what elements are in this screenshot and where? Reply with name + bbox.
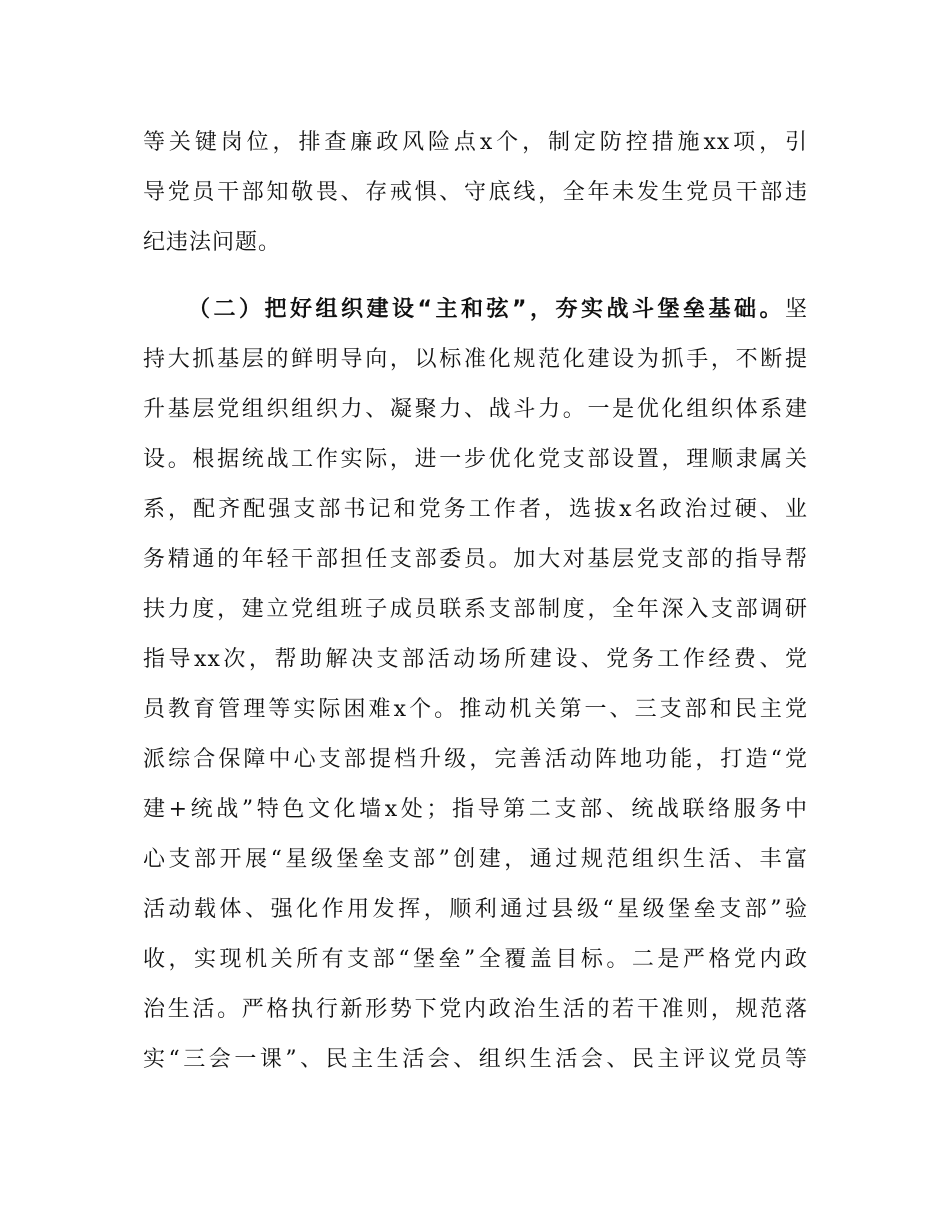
text-line: 活动载体、强化作用发挥，顺利通过县级“星级堡垒支部”验 <box>143 897 808 922</box>
text-line: 设。根据统战工作实际，进一步优化党支部设置，理顺隶属关 <box>143 447 808 472</box>
text-line: 指导xx次，帮助解决支部活动场所建设、党务工作经费、党 <box>143 647 808 672</box>
text-line: 员教育管理等实际困难x个。推动机关第一、三支部和民主党 <box>143 697 808 722</box>
text-line: 心支部开展“星级堡垒支部”创建，通过规范组织生活、丰富 <box>143 847 808 872</box>
text-line: 持大抓基层的鲜明导向，以标准化规范化建设为抓手，不断提 <box>143 347 808 372</box>
text-line: 务精通的年轻干部担任支部委员。加大对基层党支部的指导帮 <box>143 547 808 572</box>
text-line: 纪违法问题。 <box>143 230 282 255</box>
text-line: 实“三会一课”、民主生活会、组织生活会、民主评议党员等 <box>143 1047 808 1072</box>
text-line: 等关键岗位，排查廉政风险点x个，制定防控措施xx项，引 <box>143 130 808 155</box>
text-line: 升基层党组织组织力、凝聚力、战斗力。一是优化组织体系建 <box>143 397 808 422</box>
text-line: 系，配齐配强支部书记和党务工作者，选拔x名政治过硬、业 <box>143 497 808 522</box>
text-line: 扶力度，建立党组班子成员联系支部制度，全年深入支部调研 <box>143 597 808 622</box>
section-heading-line <box>188 285 808 335</box>
text-line: 派综合保障中心支部提档升级，完善活动阵地功能，打造“党 <box>143 747 808 772</box>
section-heading: （二）把好组织建设“主和弦”，夯实战斗堡垒基础。 <box>188 297 785 322</box>
text-line: 建+统战”特色文化墙x处；指导第二支部、统战联络服务中 <box>143 797 808 822</box>
text-line: 收，实现机关所有支部“堡垒”全覆盖目标。二是严格党内政 <box>143 947 808 972</box>
text-line: 导党员干部知敬畏、存戒惧、守底线，全年未发生党员干部违 <box>143 180 808 205</box>
text-line: 治生活。严格执行新形势下党内政治生活的若干准则，规范落 <box>143 997 808 1022</box>
text-fragment: 坚 <box>784 297 808 322</box>
